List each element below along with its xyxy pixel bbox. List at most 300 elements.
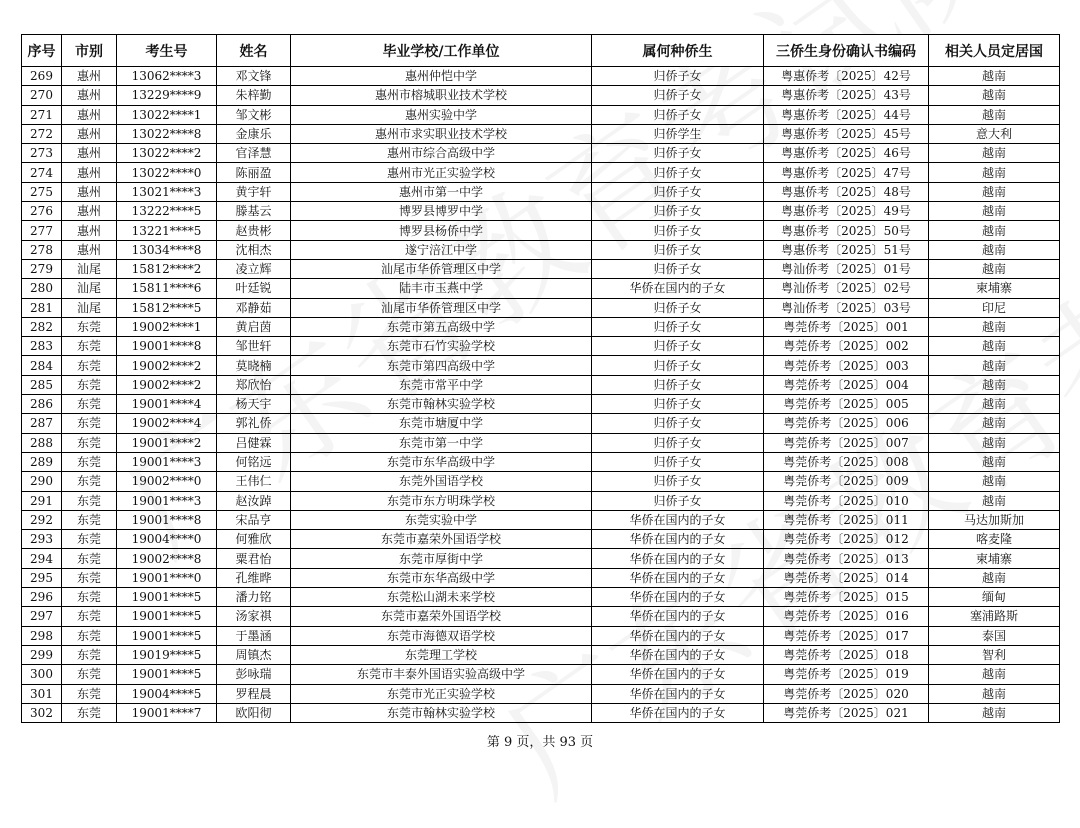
cell-exam-id: 13222****5 xyxy=(117,202,217,221)
cell-name: 郑欣怡 xyxy=(217,375,291,394)
cell-name: 沈相杰 xyxy=(217,240,291,259)
cell-school: 惠州市第一中学 xyxy=(291,182,592,201)
cell-name: 金康乐 xyxy=(217,124,291,143)
cell-index: 290 xyxy=(22,472,62,491)
cell-school: 东莞市海德双语学校 xyxy=(291,626,592,645)
cell-residence-country: 喀麦隆 xyxy=(929,530,1060,549)
cell-exam-id: 19001****3 xyxy=(117,452,217,471)
cell-category: 归侨子女 xyxy=(592,67,764,86)
cell-certificate-code: 粤惠侨考〔2025〕46号 xyxy=(764,144,929,163)
table-row xyxy=(22,395,1060,414)
cell-city: 东莞 xyxy=(62,588,117,607)
cell-certificate-code: 粤汕侨考〔2025〕03号 xyxy=(764,298,929,317)
cell-exam-id: 19004****5 xyxy=(117,684,217,703)
cell-category: 归侨子女 xyxy=(592,202,764,221)
cell-residence-country: 越南 xyxy=(929,259,1060,278)
cell-city: 东莞 xyxy=(62,665,117,684)
table-row xyxy=(22,645,1060,664)
cell-city: 东莞 xyxy=(62,510,117,529)
cell-certificate-code: 粤莞侨考〔2025〕003 xyxy=(764,356,929,375)
cell-exam-id: 13229****9 xyxy=(117,86,217,105)
cell-category: 归侨子女 xyxy=(592,298,764,317)
table-row xyxy=(22,472,1060,491)
cell-index: 270 xyxy=(22,86,62,105)
cell-school: 东莞市嘉荣外国语学校 xyxy=(291,530,592,549)
cell-city: 东莞 xyxy=(62,530,117,549)
cell-certificate-code: 粤莞侨考〔2025〕006 xyxy=(764,414,929,433)
cell-residence-country: 越南 xyxy=(929,414,1060,433)
cell-category: 华侨在国内的子女 xyxy=(592,549,764,568)
cell-residence-country: 马达加斯加 xyxy=(929,510,1060,529)
table-row xyxy=(22,144,1060,163)
header-cell-city: 市别 xyxy=(62,35,117,67)
cell-exam-id: 13034****8 xyxy=(117,240,217,259)
table-row xyxy=(22,703,1060,722)
cell-exam-id: 13022****8 xyxy=(117,124,217,143)
cell-index: 279 xyxy=(22,259,62,278)
cell-certificate-code: 粤莞侨考〔2025〕008 xyxy=(764,452,929,471)
cell-category: 华侨在国内的子女 xyxy=(592,530,764,549)
cell-residence-country: 越南 xyxy=(929,433,1060,452)
cell-city: 汕尾 xyxy=(62,279,117,298)
cell-category: 归侨子女 xyxy=(592,105,764,124)
cell-certificate-code: 粤莞侨考〔2025〕001 xyxy=(764,317,929,336)
cell-city: 东莞 xyxy=(62,491,117,510)
cell-category: 华侨在国内的子女 xyxy=(592,588,764,607)
cell-name: 宋品亨 xyxy=(217,510,291,529)
cell-index: 296 xyxy=(22,588,62,607)
cell-residence-country: 印尼 xyxy=(929,298,1060,317)
cell-city: 惠州 xyxy=(62,163,117,182)
cell-school: 东莞理工学校 xyxy=(291,645,592,664)
table-row xyxy=(22,124,1060,143)
cell-residence-country: 越南 xyxy=(929,452,1060,471)
cell-name: 罗程晨 xyxy=(217,684,291,703)
cell-residence-country: 意大利 xyxy=(929,124,1060,143)
table-row xyxy=(22,317,1060,336)
cell-certificate-code: 粤莞侨考〔2025〕017 xyxy=(764,626,929,645)
cell-city: 东莞 xyxy=(62,684,117,703)
cell-residence-country: 越南 xyxy=(929,221,1060,240)
table-row xyxy=(22,491,1060,510)
table-row xyxy=(22,510,1060,529)
cell-city: 惠州 xyxy=(62,144,117,163)
cell-exam-id: 19001****0 xyxy=(117,568,217,587)
cell-city: 东莞 xyxy=(62,472,117,491)
cell-category: 归侨子女 xyxy=(592,317,764,336)
cell-school: 东莞市石竹实验学校 xyxy=(291,337,592,356)
cell-category: 归侨子女 xyxy=(592,259,764,278)
table-row xyxy=(22,240,1060,259)
cell-category: 华侨在国内的子女 xyxy=(592,645,764,664)
cell-school: 惠州市求实职业技术学校 xyxy=(291,124,592,143)
table-row xyxy=(22,182,1060,201)
cell-name: 凌立辉 xyxy=(217,259,291,278)
cell-residence-country: 越南 xyxy=(929,375,1060,394)
table-row xyxy=(22,665,1060,684)
cell-name: 赵汝踔 xyxy=(217,491,291,510)
candidate-table xyxy=(21,34,1060,723)
cell-category: 华侨在国内的子女 xyxy=(592,607,764,626)
cell-index: 278 xyxy=(22,240,62,259)
cell-certificate-code: 粤莞侨考〔2025〕016 xyxy=(764,607,929,626)
cell-category: 华侨在国内的子女 xyxy=(592,626,764,645)
cell-school: 博罗县杨侨中学 xyxy=(291,221,592,240)
cell-city: 惠州 xyxy=(62,86,117,105)
cell-category: 华侨在国内的子女 xyxy=(592,665,764,684)
cell-certificate-code: 粤莞侨考〔2025〕014 xyxy=(764,568,929,587)
cell-school: 东莞市第五高级中学 xyxy=(291,317,592,336)
cell-city: 东莞 xyxy=(62,549,117,568)
cell-index: 285 xyxy=(22,375,62,394)
cell-city: 东莞 xyxy=(62,626,117,645)
cell-name: 孔维晔 xyxy=(217,568,291,587)
cell-name: 滕基云 xyxy=(217,202,291,221)
cell-certificate-code: 粤惠侨考〔2025〕47号 xyxy=(764,163,929,182)
table-row xyxy=(22,356,1060,375)
cell-name: 朱梓勤 xyxy=(217,86,291,105)
header-cell-school: 毕业学校/工作单位 xyxy=(291,35,592,67)
cell-category: 归侨子女 xyxy=(592,221,764,240)
cell-name: 莫晓楠 xyxy=(217,356,291,375)
cell-category: 归侨子女 xyxy=(592,144,764,163)
cell-index: 275 xyxy=(22,182,62,201)
cell-residence-country: 越南 xyxy=(929,317,1060,336)
cell-index: 277 xyxy=(22,221,62,240)
cell-exam-id: 19001****2 xyxy=(117,433,217,452)
cell-certificate-code: 粤惠侨考〔2025〕43号 xyxy=(764,86,929,105)
cell-exam-id: 19001****8 xyxy=(117,510,217,529)
cell-city: 东莞 xyxy=(62,356,117,375)
cell-city: 东莞 xyxy=(62,452,117,471)
cell-city: 东莞 xyxy=(62,645,117,664)
cell-school: 东莞市嘉荣外国语学校 xyxy=(291,607,592,626)
cell-name: 陈丽盈 xyxy=(217,163,291,182)
cell-exam-id: 19004****0 xyxy=(117,530,217,549)
cell-exam-id: 19001****5 xyxy=(117,588,217,607)
cell-city: 东莞 xyxy=(62,375,117,394)
cell-exam-id: 15812****5 xyxy=(117,298,217,317)
cell-name: 邹文彬 xyxy=(217,105,291,124)
cell-exam-id: 19001****5 xyxy=(117,665,217,684)
cell-category: 归侨子女 xyxy=(592,240,764,259)
cell-name: 吕健霖 xyxy=(217,433,291,452)
cell-exam-id: 19002****1 xyxy=(117,317,217,336)
cell-city: 惠州 xyxy=(62,124,117,143)
cell-index: 288 xyxy=(22,433,62,452)
cell-category: 归侨子女 xyxy=(592,163,764,182)
cell-school: 汕尾市华侨管理区中学 xyxy=(291,298,592,317)
header-cell-exam-id: 考生号 xyxy=(117,35,217,67)
cell-name: 杨天宇 xyxy=(217,395,291,414)
cell-index: 294 xyxy=(22,549,62,568)
header-cell-residence-country: 相关人员定居国 xyxy=(929,35,1060,67)
cell-certificate-code: 粤莞侨考〔2025〕013 xyxy=(764,549,929,568)
cell-city: 东莞 xyxy=(62,703,117,722)
cell-category: 归侨子女 xyxy=(592,182,764,201)
cell-school: 东莞市厚街中学 xyxy=(291,549,592,568)
cell-name: 何铭远 xyxy=(217,452,291,471)
cell-residence-country: 越南 xyxy=(929,665,1060,684)
cell-exam-id: 15812****2 xyxy=(117,259,217,278)
cell-index: 287 xyxy=(22,414,62,433)
cell-school: 东莞市第四高级中学 xyxy=(291,356,592,375)
cell-exam-id: 19001****3 xyxy=(117,491,217,510)
table-row xyxy=(22,279,1060,298)
table-row xyxy=(22,452,1060,471)
cell-city: 惠州 xyxy=(62,105,117,124)
cell-school: 惠州仲恺中学 xyxy=(291,67,592,86)
cell-city: 惠州 xyxy=(62,202,117,221)
cell-index: 283 xyxy=(22,337,62,356)
cell-school: 东莞实验中学 xyxy=(291,510,592,529)
cell-index: 282 xyxy=(22,317,62,336)
table-row xyxy=(22,607,1060,626)
cell-residence-country: 越南 xyxy=(929,337,1060,356)
cell-school: 汕尾市华侨管理区中学 xyxy=(291,259,592,278)
cell-city: 东莞 xyxy=(62,568,117,587)
cell-city: 汕尾 xyxy=(62,298,117,317)
table-row xyxy=(22,202,1060,221)
header-cell-name: 姓名 xyxy=(217,35,291,67)
cell-index: 291 xyxy=(22,491,62,510)
cell-exam-id: 13022****1 xyxy=(117,105,217,124)
cell-residence-country: 越南 xyxy=(929,240,1060,259)
cell-city: 东莞 xyxy=(62,607,117,626)
cell-category: 华侨在国内的子女 xyxy=(592,510,764,529)
cell-certificate-code: 粤莞侨考〔2025〕020 xyxy=(764,684,929,703)
cell-name: 黄启茵 xyxy=(217,317,291,336)
cell-residence-country: 塞浦路斯 xyxy=(929,607,1060,626)
table-row xyxy=(22,105,1060,124)
cell-residence-country: 越南 xyxy=(929,684,1060,703)
header-cell-certificate-code: 三侨生身份确认书编码 xyxy=(764,35,929,67)
cell-name: 粟君怡 xyxy=(217,549,291,568)
table-body xyxy=(22,67,1060,723)
cell-city: 汕尾 xyxy=(62,259,117,278)
cell-exam-id: 13021****3 xyxy=(117,182,217,201)
cell-school: 陆丰市玉燕中学 xyxy=(291,279,592,298)
cell-index: 286 xyxy=(22,395,62,414)
cell-index: 299 xyxy=(22,645,62,664)
cell-school: 惠州市光正实验学校 xyxy=(291,163,592,182)
cell-residence-country: 越南 xyxy=(929,568,1060,587)
cell-index: 276 xyxy=(22,202,62,221)
cell-name: 何雅欣 xyxy=(217,530,291,549)
cell-school: 东莞市翰林实验学校 xyxy=(291,703,592,722)
cell-name: 赵贵彬 xyxy=(217,221,291,240)
cell-school: 东莞市第一中学 xyxy=(291,433,592,452)
cell-city: 东莞 xyxy=(62,317,117,336)
cell-category: 归侨子女 xyxy=(592,491,764,510)
table-row xyxy=(22,163,1060,182)
cell-residence-country: 智利 xyxy=(929,645,1060,664)
table-row xyxy=(22,298,1060,317)
cell-category: 归侨子女 xyxy=(592,452,764,471)
cell-category: 归侨子女 xyxy=(592,433,764,452)
cell-certificate-code: 粤莞侨考〔2025〕009 xyxy=(764,472,929,491)
cell-certificate-code: 粤莞侨考〔2025〕019 xyxy=(764,665,929,684)
cell-category: 归侨子女 xyxy=(592,395,764,414)
cell-certificate-code: 粤莞侨考〔2025〕007 xyxy=(764,433,929,452)
cell-exam-id: 19002****2 xyxy=(117,375,217,394)
cell-certificate-code: 粤惠侨考〔2025〕48号 xyxy=(764,182,929,201)
cell-residence-country: 越南 xyxy=(929,144,1060,163)
cell-residence-country: 柬埔寨 xyxy=(929,549,1060,568)
cell-residence-country: 越南 xyxy=(929,67,1060,86)
cell-city: 东莞 xyxy=(62,414,117,433)
cell-index: 289 xyxy=(22,452,62,471)
cell-category: 归侨子女 xyxy=(592,375,764,394)
cell-city: 东莞 xyxy=(62,337,117,356)
cell-name: 潘力铭 xyxy=(217,588,291,607)
table-row xyxy=(22,337,1060,356)
cell-index: 271 xyxy=(22,105,62,124)
cell-school: 惠州市综合高级中学 xyxy=(291,144,592,163)
table-row xyxy=(22,433,1060,452)
cell-exam-id: 19001****7 xyxy=(117,703,217,722)
table-row xyxy=(22,626,1060,645)
cell-name: 于墨涵 xyxy=(217,626,291,645)
table-row xyxy=(22,588,1060,607)
table-row xyxy=(22,259,1060,278)
cell-exam-id: 19002****8 xyxy=(117,549,217,568)
cell-certificate-code: 粤莞侨考〔2025〕005 xyxy=(764,395,929,414)
cell-index: 292 xyxy=(22,510,62,529)
cell-certificate-code: 粤莞侨考〔2025〕011 xyxy=(764,510,929,529)
table-header-row xyxy=(22,35,1060,67)
cell-certificate-code: 粤莞侨考〔2025〕021 xyxy=(764,703,929,722)
cell-exam-id: 19002****0 xyxy=(117,472,217,491)
cell-category: 归侨子女 xyxy=(592,472,764,491)
cell-certificate-code: 粤汕侨考〔2025〕01号 xyxy=(764,259,929,278)
cell-city: 惠州 xyxy=(62,240,117,259)
cell-exam-id: 13221****5 xyxy=(117,221,217,240)
cell-residence-country: 柬埔寨 xyxy=(929,279,1060,298)
cell-index: 281 xyxy=(22,298,62,317)
cell-name: 周镇杰 xyxy=(217,645,291,664)
cell-city: 惠州 xyxy=(62,221,117,240)
cell-school: 遂宁涪江中学 xyxy=(291,240,592,259)
cell-school: 东莞市东华高级中学 xyxy=(291,568,592,587)
cell-school: 博罗县博罗中学 xyxy=(291,202,592,221)
cell-index: 298 xyxy=(22,626,62,645)
cell-certificate-code: 粤莞侨考〔2025〕012 xyxy=(764,530,929,549)
cell-residence-country: 越南 xyxy=(929,182,1060,201)
cell-index: 272 xyxy=(22,124,62,143)
cell-category: 归侨子女 xyxy=(592,337,764,356)
cell-exam-id: 15811****6 xyxy=(117,279,217,298)
table-row xyxy=(22,568,1060,587)
cell-category: 华侨在国内的子女 xyxy=(592,703,764,722)
cell-category: 华侨在国内的子女 xyxy=(592,279,764,298)
cell-index: 295 xyxy=(22,568,62,587)
cell-residence-country: 越南 xyxy=(929,491,1060,510)
cell-index: 301 xyxy=(22,684,62,703)
cell-name: 邓文锋 xyxy=(217,67,291,86)
cell-name: 汤家祺 xyxy=(217,607,291,626)
cell-category: 华侨在国内的子女 xyxy=(592,568,764,587)
cell-certificate-code: 粤莞侨考〔2025〕010 xyxy=(764,491,929,510)
cell-name: 邓静茹 xyxy=(217,298,291,317)
cell-category: 华侨在国内的子女 xyxy=(592,684,764,703)
cell-city: 东莞 xyxy=(62,395,117,414)
cell-school: 东莞市东华高级中学 xyxy=(291,452,592,471)
cell-exam-id: 13022****2 xyxy=(117,144,217,163)
cell-category: 归侨子女 xyxy=(592,414,764,433)
cell-residence-country: 越南 xyxy=(929,703,1060,722)
cell-residence-country: 越南 xyxy=(929,86,1060,105)
cell-school: 东莞外国语学校 xyxy=(291,472,592,491)
cell-certificate-code: 粤惠侨考〔2025〕42号 xyxy=(764,67,929,86)
cell-school: 东莞市丰泰外国语实验高级中学 xyxy=(291,665,592,684)
cell-residence-country: 越南 xyxy=(929,395,1060,414)
cell-name: 欧阳彻 xyxy=(217,703,291,722)
table-row xyxy=(22,221,1060,240)
cell-category: 归侨学生 xyxy=(592,124,764,143)
cell-certificate-code: 粤莞侨考〔2025〕004 xyxy=(764,375,929,394)
cell-index: 284 xyxy=(22,356,62,375)
cell-certificate-code: 粤惠侨考〔2025〕44号 xyxy=(764,105,929,124)
cell-certificate-code: 粤惠侨考〔2025〕45号 xyxy=(764,124,929,143)
table-row xyxy=(22,414,1060,433)
cell-school: 惠州实验中学 xyxy=(291,105,592,124)
cell-exam-id: 19002****2 xyxy=(117,356,217,375)
cell-category: 归侨子女 xyxy=(592,86,764,105)
table-row xyxy=(22,549,1060,568)
cell-school: 东莞松山湖未来学校 xyxy=(291,588,592,607)
table-row xyxy=(22,684,1060,703)
table-row xyxy=(22,67,1060,86)
cell-exam-id: 19001****5 xyxy=(117,607,217,626)
cell-school: 东莞市常平中学 xyxy=(291,375,592,394)
cell-exam-id: 13062****3 xyxy=(117,67,217,86)
table-row xyxy=(22,86,1060,105)
cell-index: 274 xyxy=(22,163,62,182)
cell-index: 280 xyxy=(22,279,62,298)
cell-name: 郭礼侨 xyxy=(217,414,291,433)
cell-name: 王伟仁 xyxy=(217,472,291,491)
cell-certificate-code: 粤汕侨考〔2025〕02号 xyxy=(764,279,929,298)
cell-exam-id: 19001****4 xyxy=(117,395,217,414)
cell-residence-country: 越南 xyxy=(929,472,1060,491)
cell-name: 官泽慧 xyxy=(217,144,291,163)
cell-residence-country: 越南 xyxy=(929,202,1060,221)
header-cell-index: 序号 xyxy=(22,35,62,67)
cell-exam-id: 19019****5 xyxy=(117,645,217,664)
cell-residence-country: 缅甸 xyxy=(929,588,1060,607)
cell-city: 惠州 xyxy=(62,67,117,86)
cell-index: 293 xyxy=(22,530,62,549)
cell-exam-id: 19002****4 xyxy=(117,414,217,433)
cell-category: 归侨子女 xyxy=(592,356,764,375)
cell-certificate-code: 粤莞侨考〔2025〕018 xyxy=(764,645,929,664)
table-row xyxy=(22,530,1060,549)
cell-index: 297 xyxy=(22,607,62,626)
cell-school: 东莞市东方明珠学校 xyxy=(291,491,592,510)
cell-certificate-code: 粤惠侨考〔2025〕49号 xyxy=(764,202,929,221)
cell-certificate-code: 粤莞侨考〔2025〕015 xyxy=(764,588,929,607)
cell-residence-country: 越南 xyxy=(929,163,1060,182)
cell-school: 东莞市塘厦中学 xyxy=(291,414,592,433)
cell-exam-id: 19001****5 xyxy=(117,626,217,645)
cell-name: 邹世轩 xyxy=(217,337,291,356)
cell-residence-country: 越南 xyxy=(929,356,1060,375)
cell-name: 叶廷锐 xyxy=(217,279,291,298)
page-footer: 第 9 页，共 93 页 xyxy=(486,735,594,750)
cell-index: 269 xyxy=(22,67,62,86)
cell-city: 东莞 xyxy=(62,433,117,452)
